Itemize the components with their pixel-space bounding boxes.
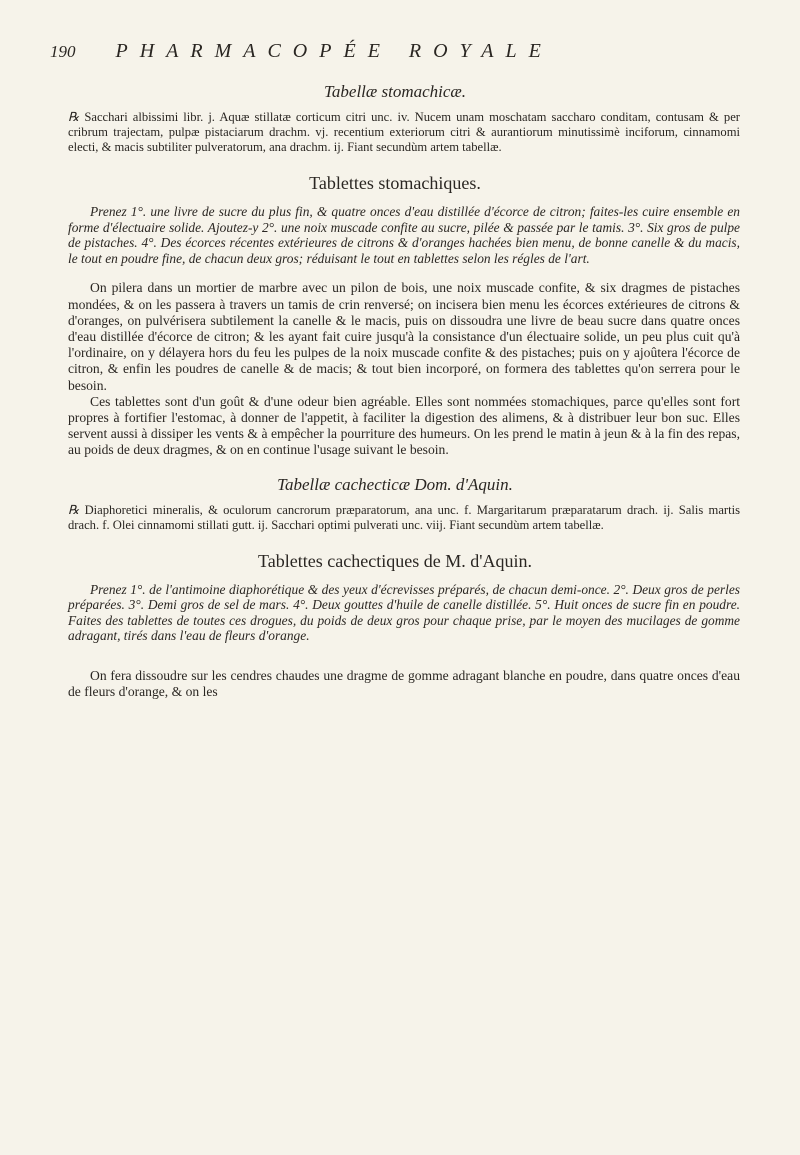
body-paragraph: On pilera dans un mortier de marbre avec un pilon de bois, une noix muscade confite, & six dragmes de pistaches mondées, & on les passera à travers un tamis de crin renversé; on incisera bien menu les écorces extérieures de citrons & d'oranges, on pulvérisera subtilement la canelle & le macis, puis on dissoudra une livre de beau sucre dans quatre onces d'eau distillée d'écorce de citron; & les ayant fait cuire jusqu'à la consistance d'un électuaire solide, un peu plus cuit qu'à l'ordinaire, on y délayera hors du feu les pulpes de la noix muscade confite & des pistaches; puis on y ajoûtera l'écorce de citron, & enfin les poudres de canelle & de macis; & tout bien incorporé, on formera des tablettes qu'on serrera pour le besoin. [68,280,740,393]
latin-recipe [68,110,740,155]
recipe-symbol: ℞ [68,110,80,124]
formula-section-stomachicae [50,82,740,459]
running-head [50,40,740,74]
running-title: PHARMACOPÉE ROYALE [115,40,553,62]
latin-recipe-text: Diaphoretici mineralis, & oculorum cancrorum præparatorum, ana unc. f. Margaritarum præparatarum drach. ij. Salis martis drach. f. Olei cinnamomi stillati gutt. ij. Sacchari optimi pulverati unc. viij. Fiant secundùm artem tabellæ. [68,502,740,532]
recipe-symbol: ℞ [68,502,80,517]
formula-title: Tabellæ stomachicæ. [324,82,466,101]
formula-title: Tabellæ cachecticæ Dom. d'Aquin. [277,474,513,494]
body-paragraph: Ces tablettes sont d'un goût & d'une odeur bien agréable. Elles sont nommées stomachiques, parce qu'elles sont fort propres à fortifier l'estomac, à donner de l'appetit, à faciliter la digestion des alimens, & à distribuer leur bon suc. Elles servent aussi à dissiper les vents & à empêcher la pourriture des humeurs. On les prend le matin à jeun & à la fin des repas, au poids de deux dragmes, & on en continue l'usage suivant le besoin. [68,393,740,458]
body-paragraph: On fera dissoudre sur les cendres chaudes une dragme de gomme adragant blanche en poudre, dans quatre onces d'eau de fleurs d'orange, & on les [68,667,740,700]
latin-recipe-text: Sacchari albissimi libr. j. Aquæ stillatæ corticum citri unc. iv. Nucem unam moschatam saccharo conditam, contusam & per cribrum trajectam, pulpæ pistaciarum drachm. vj. recentium exteriorum citri & aurantiorum minutissimè inciforum, cinnamomi electi, & macis subtiliter pulveratorum, ana drachm. ij. Fiant secundùm artem tabellæ. [68,110,740,154]
preparation-text: Prenez 1°. de l'antimoine diaphorétique & des yeux d'écrevisses préparés, de chacun demi-once. 2°. Deux gros de perles préparées. 3°. Demi gros de sel de mars. 4°. Deux gouttes d'huile de canelle distillée. 5°. Huit onces de sucre fin en poudre. Faites des tablettes de toutes ces drogues, du poids de deux gros pour chaque prise, par le moyen des mucilages de gomme adragant, tirés dans l'eau de fleurs d'orange. [68,581,740,644]
formula-section-cachecticae [50,475,740,701]
preparation-text: Prenez 1°. une livre de sucre du plus fin, & quatre onces d'eau distillée d'écorce de citron; faites-les cuire ensemble en forme d'électuaire solide. Ajoutez-y 2°. une noix muscade confite au sucre, pilée & passée par le tamis. 3°. Six gros de pulpe de pistaches. 4°. Des écorces récentes extérieures de citrons & d'oranges hachées bien menu, de bonne canelle & du macis, le tout en poudre fine, de chacun deux gros; réduisant le tout en tablettes selon les régles de l'art. [68,204,740,266]
french-heading: Tablettes stomachiques. [309,173,481,193]
french-heading: Tablettes cachectiques de M. d'Aquin. [258,550,532,571]
page-number: 190 [50,42,76,61]
latin-recipe [68,503,740,533]
